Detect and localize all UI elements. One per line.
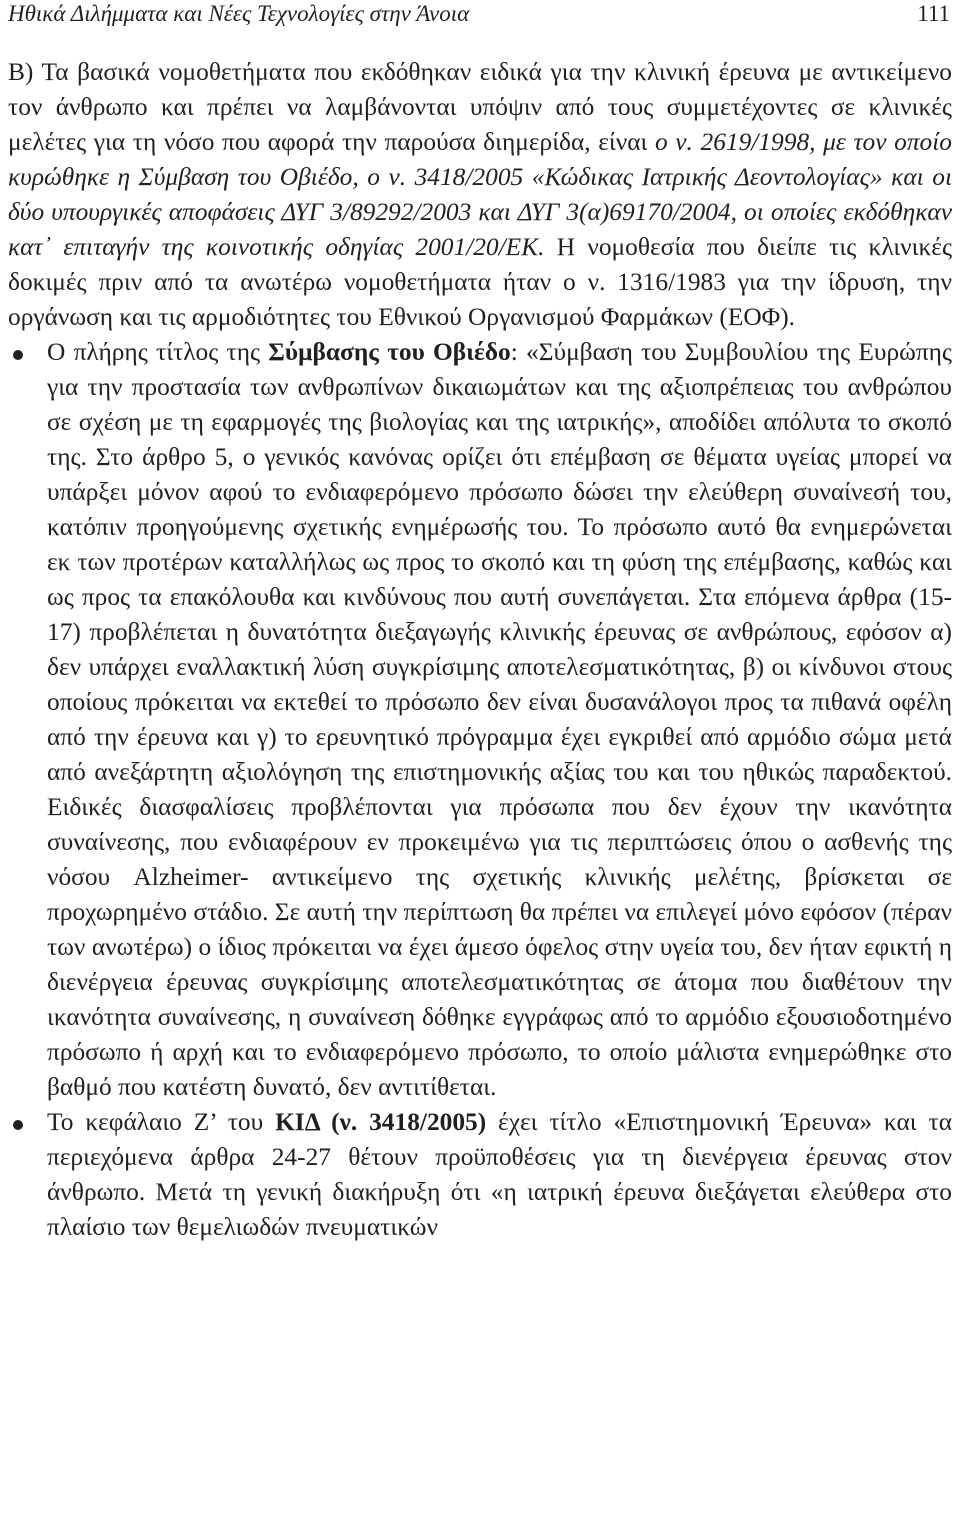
bullet-item-oviedo-text-2: : «Σύμβαση του Συμβουλίου της Ευρώπης για την προστασία των ανθρωπίνων δικαιωμάτων και της αξιοπρέπειας του ανθρώπου σε σχέση με τη εφαρμογές της βιολογίας και της ιατρικής», αποδίδει απόλυτα το σκοπό της. Στο άρθρο 5, ο γενικός κανόνας ορίζει ότι επέμβαση σε θέματα υγείας μπορεί να υπάρξει μόνον αφού το ενδιαφερόμενο πρόσωπο δώσει την ελεύθερη συναίνεσή του, κατόπιν προηγούμενης σχετικής ενημέρωσής του. Το πρόσωπο αυτό θα ενημερώνεται εκ των προτέρων καταλλήλως ως προς το σκοπό και τη φύση της επέμβασης, καθώς και ως προς τα επακόλουθα και κινδύνους που αυτή συνεπάγεται. Στα επόμενα άρθρα (15-17) προβλέπεται η δυνατότητα διεξαγωγής κλινικής έρευνας σε ανθρώπους, εφόσον α) δεν υπάρχει εναλλακτική λύση συγκρίσιμης αποτελεσματικότητας, β) οι κίνδυνοι στους οποίους πρόκειται να εκτεθεί το πρόσωπο δεν είναι δυσανάλογοι προς τα πιθανά οφέλη από την έρευνα και γ) το ερευνητικό πρόγραμμα έχει εγκριθεί από αρμόδιο σώμα μετά από ανεξάρτητη αξιολόγηση της επιστημονικής αξίας του και του ηθικώς παραδεκτού. Ειδικές διασφαλίσεις προβλέπονται για πρόσωπα που δεν έχουν την ικανότητα συναίνεσης, που ενδιαφέρουν εν προκειμένω για τις περιπτώσεις όπου ο ασθενής της νόσου Alzheimer- αντικείμενο της σχετικής κλινικής μελέτης, βρίσκεται σε προχωρημένο στάδιο. Σε αυτή την περίπτωση θα πρέπει να επιλεγεί μόνο εφόσον (πέραν των ανωτέρω) ο ίδιος πρόκειται να έχει άμεσο όφελος στην υγεία του, δεν ήταν εφικτή η διενέργεια έρευνας συγκρίσιμης αποτελεσματικότητας σε άτομα που διαθέτουν την ικανότητα συναίνεσης, η συναίνεση δόθηκε εγγράφως από το αρμόδιο εξουσιοδοτημένο πρόσωπο ή αρχή και το ενδιαφερόμενο πρόσωπο, το οποίο μάλιστα ενημερώθηκε στο βαθμό που κατέστη δυνατό, δεν αντιτίθεται. — [47, 338, 952, 1101]
bullet-item-kid-text-2: έχει τίτλο «Επιστημονική Έρευνα» και τα περιεχόμενα άρθρα 24-27 θέτουν προϋποθέσεις για τη διενέργεια έρευνας στον άνθρωπο. Μετά τη γενική διακήρυξη ότι «η ιατρική έρευνα διεξάγεται ελεύθερα στο πλαίσιο των θεμελιωδών πνευματικών — [47, 1108, 953, 1241]
paragraph-b-italic-legislation: ο ν. 2619/1998, με τον οποίο κυρώθηκε η Σύμβαση του Οβιέδο, ο ν. 3418/2005 «Κώδικας Ιατρικής Δεοντολογίας» και οι δύο υπουργικές αποφάσεις ΔΥΓ 3/89292/2003 και ΔΥΓ 3(α)69170/2004, οι οποίες εκδόθηκαν κατ᾽ επιταγήν της κοινοτικής οδηγίας 2001/20/ΕΚ. — [8, 128, 952, 261]
page-body — [8, 55, 952, 1245]
running-header — [8, 0, 950, 28]
paragraph-b-text-1: Β) Τα βασικά νομοθετήματα που εκδόθηκαν ειδικά για την κλινική έρευνα με αντικείμενο τον άνθρωπο και πρέπει να λαμβάνονται υπόψιν από τους συμμετέχοντες σε κλινικές μελέτες για τη νόσο που αφορά την παρούσα διημερίδα, είναι — [8, 58, 952, 156]
bullet-item-oviedo-text-1: Ο πλήρης τίτλος της — [47, 338, 269, 366]
bullet-item-oviedo-bold: Σύμβασης του Οβιέδο — [268, 338, 511, 366]
page-number: 111 — [917, 1, 950, 26]
paragraph-b-text-3: Η νομοθεσία που διείπε τις κλινικές δοκιμές πριν από τα ανωτέρω νομοθετήματα ήταν ο ν. 1316/1983 για την ίδρυση, την οργάνωση και τις αρμοδιότητες του Εθνικού Οργανισμού Φαρμάκων (ΕΟΦ). — [8, 233, 952, 331]
bullet-item-kid-bold: ΚΙΔ (ν. 3418/2005) — [275, 1108, 487, 1136]
bullet-item-kid-text-1: Το κεφάλαιο Ζ’ του — [47, 1108, 276, 1136]
running-title: Ηθικά Διλήμματα και Νέες Τεχνολογίες στην Άνοια — [8, 1, 470, 26]
bullet-item-oviedo — [8, 335, 952, 1105]
paragraph-b — [8, 55, 952, 335]
bullet-item-kid — [8, 1105, 952, 1245]
